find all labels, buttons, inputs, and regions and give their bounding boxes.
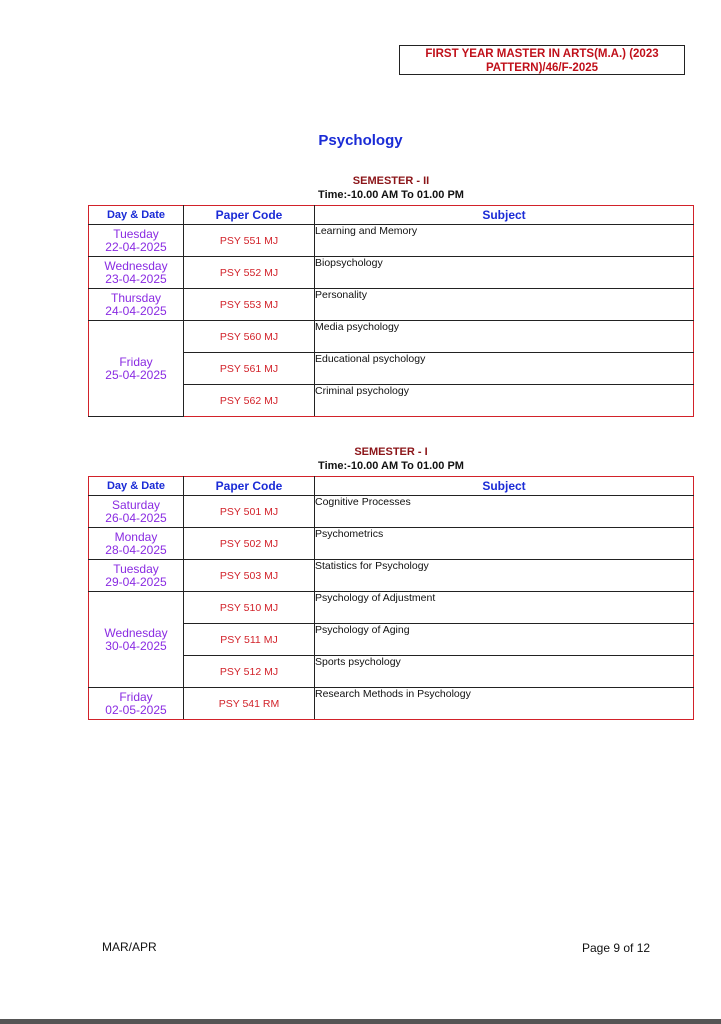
exam-header-line2: PATTERN)/46/F-2025 (485, 62, 599, 74)
day-name: Friday (119, 689, 153, 704)
paper-code: PSY 553 MJ (184, 289, 315, 321)
table-row (89, 321, 694, 353)
table-row (89, 560, 694, 592)
paper-code: PSY 502 MJ (184, 528, 315, 560)
subject-name: Statistics for Psychology (315, 560, 694, 592)
subject-name: Educational psychology (315, 353, 694, 385)
paper-code: PSY 510 MJ (184, 592, 315, 624)
subject-name: Psychology of Aging (315, 624, 694, 656)
day-name: Wednesday (104, 258, 168, 273)
table-row (89, 225, 694, 257)
paper-code: PSY 562 MJ (184, 385, 315, 417)
column-header-day-date: Day & Date (89, 206, 184, 225)
semester-title: SEMESTER - I (354, 446, 428, 458)
day-date-cell (89, 496, 184, 528)
paper-code: PSY 560 MJ (184, 321, 315, 353)
day-name: Saturday (111, 497, 161, 512)
paper-code: PSY 501 MJ (184, 496, 315, 528)
day-date-cell (89, 289, 184, 321)
exam-date: 24-04-2025 (105, 303, 167, 318)
exam-time: Time:-10.00 AM To 01.00 PM (318, 189, 464, 201)
subject-name: Learning and Memory (315, 225, 694, 257)
paper-code: PSY 511 MJ (184, 624, 315, 656)
exam-date: 28-04-2025 (105, 542, 167, 557)
day-date-cell (89, 225, 184, 257)
subject-name: Criminal psychology (315, 385, 694, 417)
table-header-row (89, 477, 694, 496)
exam-date: 25-04-2025 (105, 367, 167, 382)
subject-name: Sports psychology (315, 656, 694, 688)
column-header-paper-code: Paper Code (184, 206, 315, 225)
timetable-semester-2 (88, 205, 694, 417)
semester-title: SEMESTER - II (352, 175, 430, 187)
exam-header-line1: FIRST YEAR MASTER IN ARTS(M.A.) (2023 (425, 48, 659, 60)
paper-code: PSY 551 MJ (184, 225, 315, 257)
day-date-cell (89, 688, 184, 720)
exam-date: 29-04-2025 (105, 574, 167, 589)
exam-date: 23-04-2025 (105, 271, 167, 286)
day-name: Friday (119, 354, 153, 369)
subject-name: Psychometrics (315, 528, 694, 560)
column-header-subject: Subject (315, 477, 694, 496)
day-date-cell (89, 592, 184, 688)
day-date-cell (89, 560, 184, 592)
paper-code: PSY 503 MJ (184, 560, 315, 592)
exam-date: 26-04-2025 (105, 510, 167, 525)
footer-session: MAR/APR (102, 940, 157, 954)
day-name: Thursday (110, 290, 162, 305)
viewer-bottom-bar (0, 1019, 721, 1024)
timetable-semester-1 (88, 476, 694, 720)
day-date-cell (89, 321, 184, 417)
table-row (89, 528, 694, 560)
paper-code: PSY 561 MJ (184, 353, 315, 385)
subject-name: Biopsychology (315, 257, 694, 289)
table-row (89, 289, 694, 321)
subject-name: Cognitive Processes (315, 496, 694, 528)
table-row (89, 496, 694, 528)
day-date-cell (89, 528, 184, 560)
exam-date: 30-04-2025 (105, 638, 167, 653)
day-date-cell (89, 257, 184, 289)
day-name: Monday (114, 529, 158, 544)
day-name: Tuesday (113, 561, 159, 576)
paper-code: PSY 512 MJ (184, 656, 315, 688)
subject-name: Psychology of Adjustment (315, 592, 694, 624)
table-row (89, 592, 694, 624)
exam-date: 02-05-2025 (105, 702, 167, 717)
day-name: Tuesday (113, 226, 159, 241)
page-number: Page 9 of 12 (582, 941, 651, 955)
subject-title: Psychology (318, 132, 403, 149)
column-header-paper-code: Paper Code (184, 477, 315, 496)
column-header-day-date: Day & Date (89, 477, 184, 496)
column-header-subject: Subject (315, 206, 694, 225)
table-row (89, 688, 694, 720)
exam-date: 22-04-2025 (105, 239, 167, 254)
table-row (89, 257, 694, 289)
paper-code: PSY 552 MJ (184, 257, 315, 289)
paper-code: PSY 541 RM (184, 688, 315, 720)
exam-time: Time:-10.00 AM To 01.00 PM (318, 460, 464, 472)
subject-name: Research Methods in Psychology (315, 688, 694, 720)
table-header-row (89, 206, 694, 225)
exam-header-box (399, 45, 685, 75)
subject-name: Personality (315, 289, 694, 321)
subject-name: Media psychology (315, 321, 694, 353)
day-name: Wednesday (104, 625, 168, 640)
